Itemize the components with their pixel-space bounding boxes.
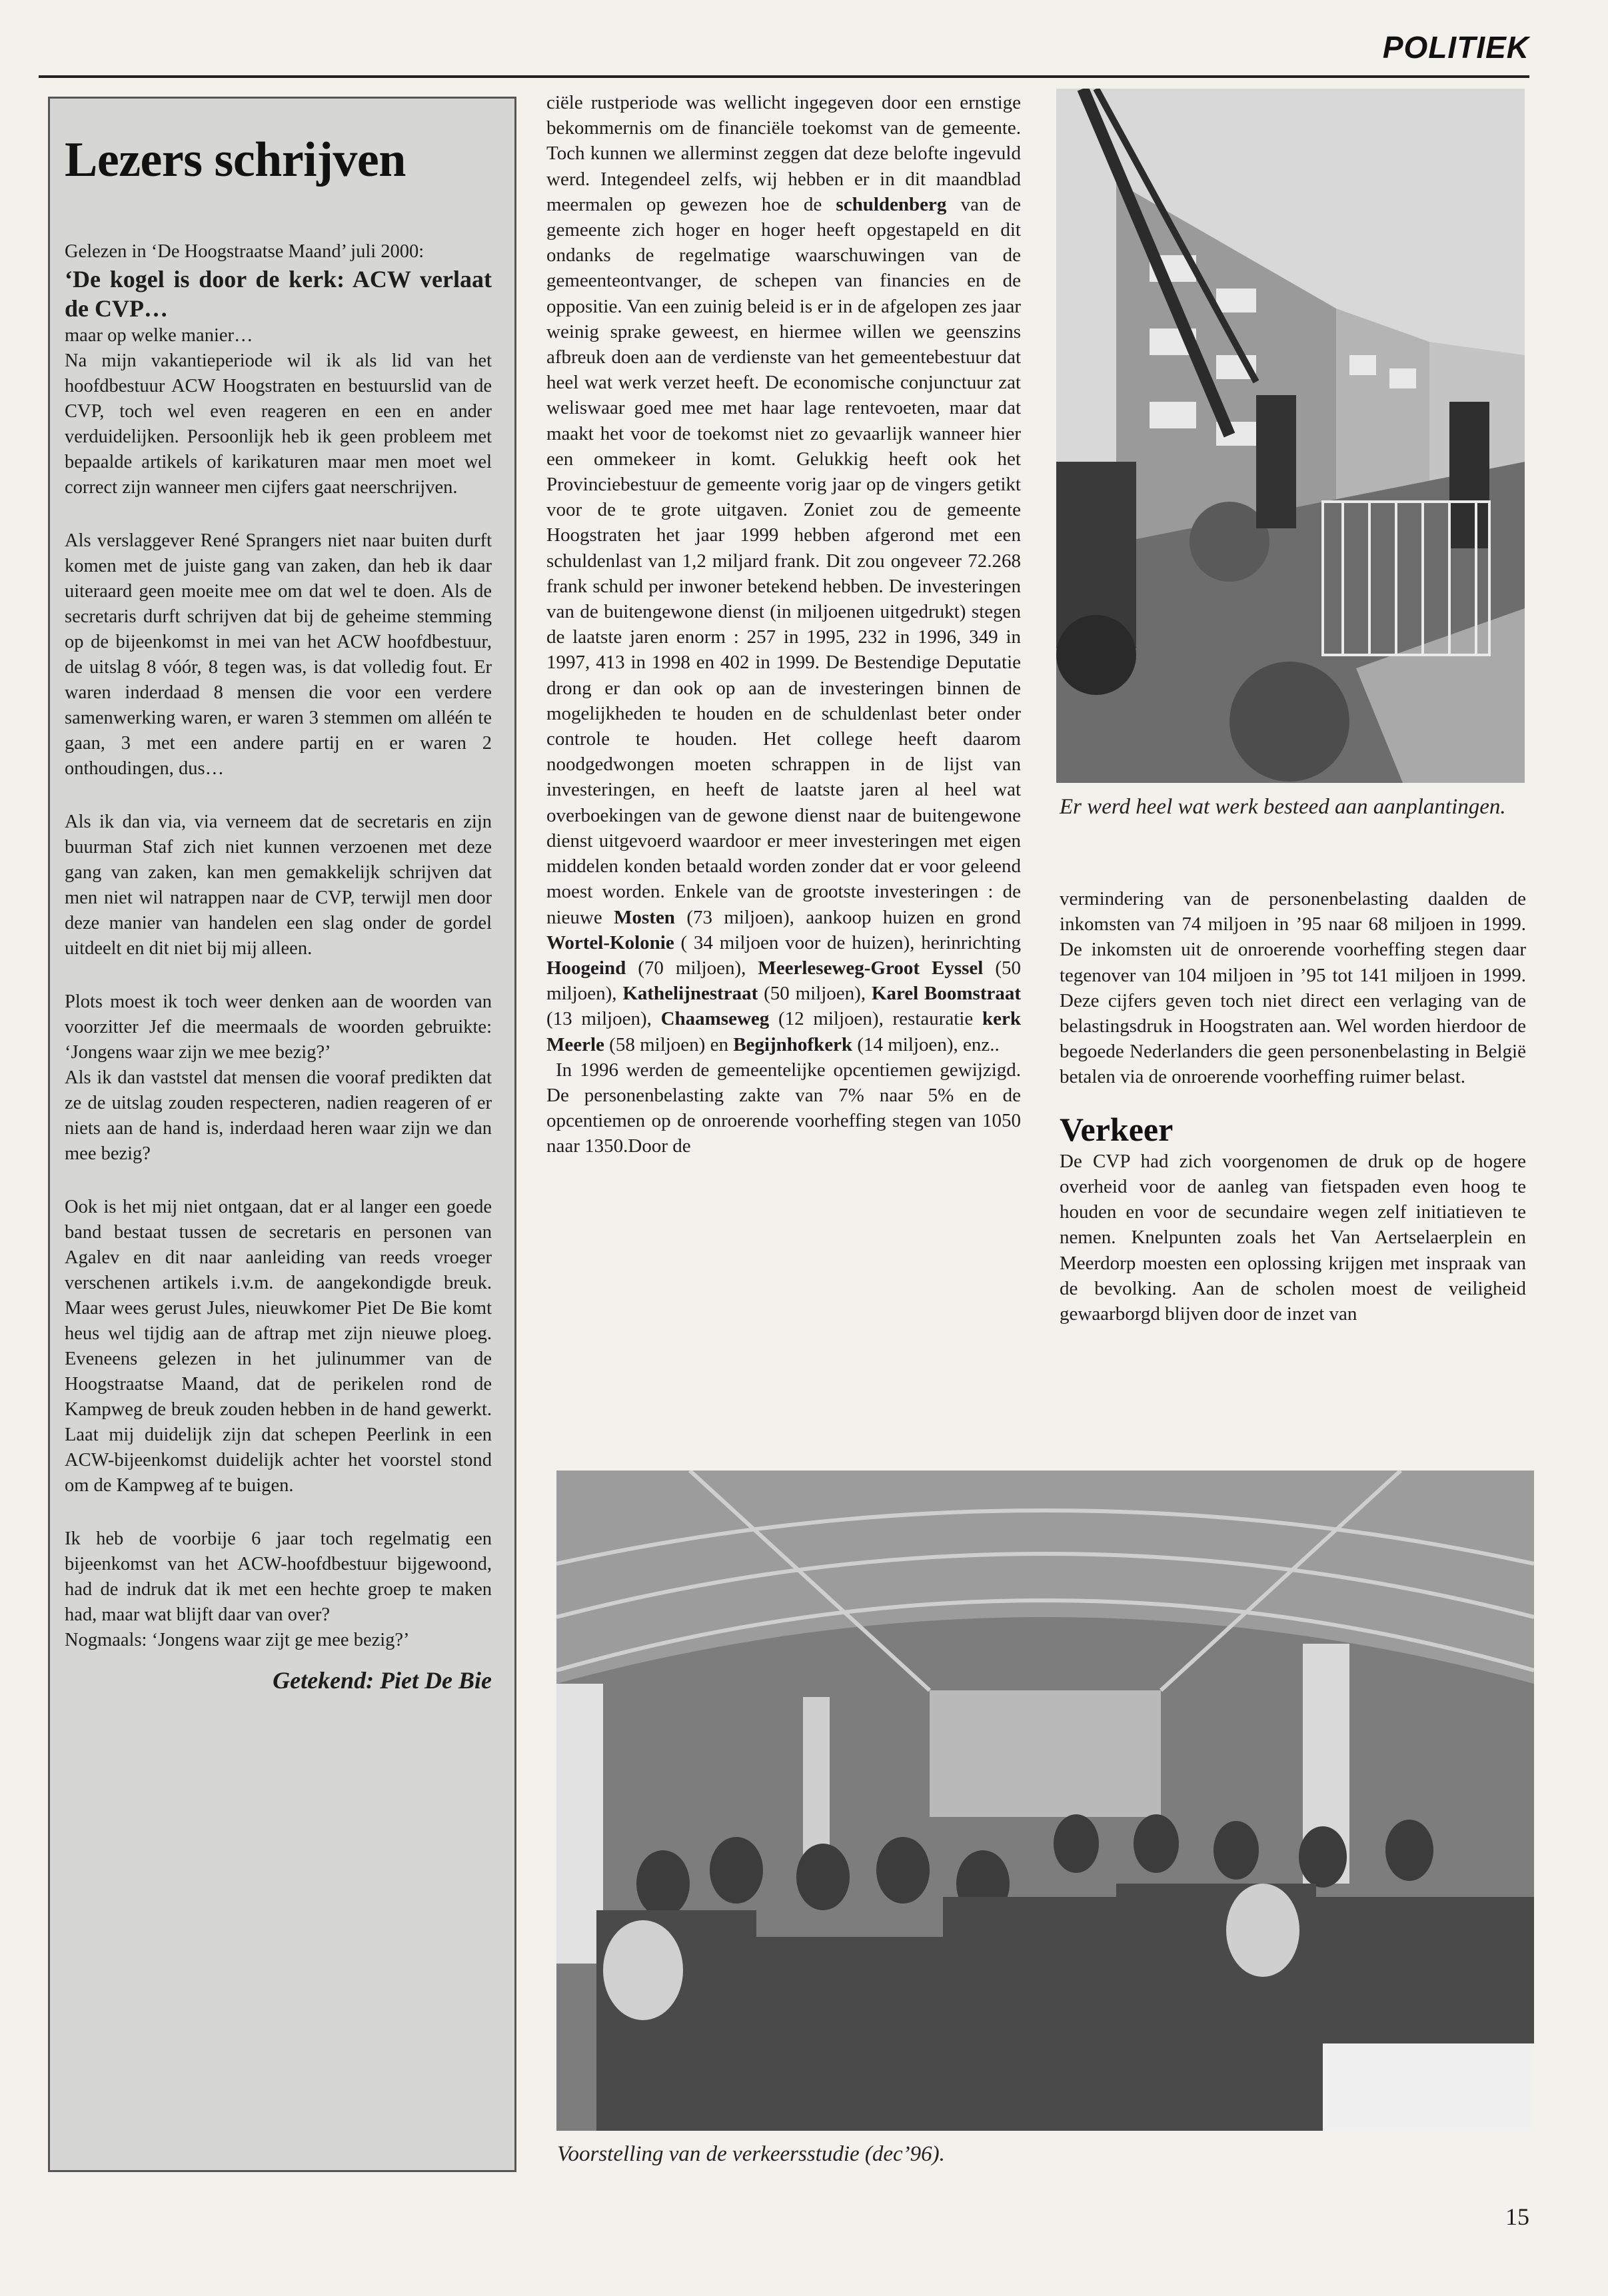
meeting-photo-caption: Voorstelling van de verkeersstudie (dec’96). [557,2142,945,2166]
article-text: (12 miljoen), restauratie [769,1008,982,1030]
planting-photo-caption: Er werd heel wat werk besteed aan aanplantingen. [1060,795,1506,819]
article-text: (13 miljoen), [546,1008,661,1030]
article-paragraph-4: De CVP had zich voorgenomen de druk op de hogere overheid voor de aanleg van fietspaden even hoog te houden en voor de secundaire wegen zelf initiatieven te nemen. Knelpunten zoals het Van Aertselaerplein en Meerdorp moesten een oplossing krijgen met inspraak van de bevolking. Aan de scholen moest de veiligheid gewaarborgd blijven door de inzet van [1060,1150,1526,1325]
article-paragraph-2: In 1996 werden de gemeentelijke opcentiemen gewijzigd. De personenbelasting zakte van 7% naar 5% en de opcentiemen op de onroerende voorheffing stegen van 1050 naar 1350.Door de [546,1059,1021,1157]
article-highlight: Wortel-Kolonie [546,931,674,953]
section-heading-verkeer: Verkeer [1060,1110,1174,1148]
letter-intro [65,239,492,348]
letter-headline: ‘De kogel is door de kerk: ACW verlaat de CVP… [65,266,492,322]
letter-paragraph-4: Plots moest ik toch weer denken aan de woorden van voorzitter Jef die meermaals de woorden gebruikte: ‘Jongens waar zijn we mee bezig?’ [65,991,492,1063]
article-text: (14 miljoen), enz.. [852,1033,1000,1055]
letter-paragraph-5: Als ik dan vaststel dat mensen die vooraf predikten dat ze de uitslag zouden respecteren, nadien reageren of er niets aan de hand is, inderdaad heren waar zijn we dan mee bezig? [65,1067,492,1164]
article-highlight: Kathelijnestraat [622,983,758,1005]
article-highlight: schuldenberg [836,193,947,215]
page-number: 15 [1505,2203,1529,2230]
article-paragraph-1 [546,90,1021,1057]
letter-paragraph-8: Nogmaals: ‘Jongens waar zijt ge mee bezig?’ [65,1630,410,1650]
article-text: (50 miljoen), [758,983,872,1005]
article-text: (50 miljoen), [546,957,1021,1005]
meeting-photo [556,1470,1534,2131]
header-rule [39,75,1529,78]
letter-paragraph-3: Als ik dan via, via verneem dat de secretaris en zijn buurman Staf zich niet kunnen verzoenen met deze gang van zaken, kan men gemakkelijk schrijven dat men niet wil natrappen naar de CVP, terwijl men door deze manier van handelen een slag onder de gordel uitdeelt en dit niet bij mij alleen. [65,812,492,959]
article-text: (70 miljoen), [626,957,758,979]
letter-intro-text: Gelezen in ‘De Hoogstraatse Maand’ juli 2000: [65,241,424,262]
article-highlight: Mosten [614,906,675,928]
letter-subline: maar op welke manier… [65,325,253,346]
planting-photo [1056,89,1525,783]
article-text: (73 miljoen), aankoop huizen en grond [674,906,1021,928]
article-highlight: Chaamseweg [660,1008,770,1030]
article-text: (58 miljoen) en [604,1033,734,1055]
letter-paragraph-7: Ik heb de voorbije 6 jaar toch regelmatig een bijeenkomst van het ACW-hoofdbestuur bijgewoond, had de indruk dat ik met een hechte groep te maken had, maar wat blijft daar van over? [65,1528,492,1625]
letter-paragraph-1: Na mijn vakantieperiode wil ik als lid van het hoofdbestuur ACW Hoogstraten en bestuurslid van de CVP, toch wel even reageren en een en ander verduidelijken. Persoonlijk heb ik geen probleem met bepaalde artikels of karikaturen maar men moet wel correct zijn wanneer men cijfers gaat neerschrijven. [65,350,492,498]
article-highlight: Hoogeind [546,957,626,979]
meeting-photo-image [556,1470,1534,2131]
letters-title: Lezers schrijven [65,133,406,187]
article-text: van de gemeente zich hoger en hoger heeft opgestapeld en dit ondanks de regelmatige waarschuwingen van de gemeenteontvanger, de schepen van financies en de oppositie. Van een zuinig beleid is er in de afgelopen zes jaar weinig sprake geweest, en hiermee willen we geenszins afbreuk doen aan de verdienste van het gemeentebestuur dat heel wat werk verzet heeft. De economische conjunctuur zat weliswaar goed mee met haar lage rentevoeten, maar dat maakt het voor de toekomst niet zo gevaarlijk wanneer hier een ommekeer in komt. Gelukkig heeft ook het Provinciebestuur de gemeente vorig jaar op de vingers getikt voor de te grote uitgaven. Zoniet zou de gemeente Hoogstraten het jaar 1999 hebben afgerond met een schuldenlast van 1,2 miljard frank. Dit zou ongeveer 72.268 frank schuld per inwoner betekend hebben. De investeringen van de buitengewone dienst (in miljoenen uitgedrukt) stegen de laatste jaren enorm : 257 in 1995, 232 in 1996, 349 in 1997, 413 in 1998 en 402 in 1999. De Bestendige Deputatie drong er dan ook op aan de investeringen binnen de mogelijkheden te houden en de schuldenlast beter onder controle te houden. Het college heeft daarom noodgedwongen moeten schrappen in de lijst van investeringen, en heeft de laatste jaren al heel wat overboekingen van de gewone dienst naar de buitengewone dienst uitgevoerd waardoor er meer investeringen met eigen middelen konden betaald worden zonder dat er voor geleend moest worden. Enkele van de grootste investeringen : de nieuwe [546,193,1021,928]
planting-photo-image [1056,89,1525,783]
letter-paragraph-6: Ook is het mij niet ontgaan, dat er al langer een goede band bestaat tussen de secretaris en personen van Agalev en dit naar aanleiding van reeds vroeger verschenen artikels i.v.m. de aangekondigde breuk. Maar wees gerust Jules, nieuwkomer Piet De Bie komt heus wel tijdig aan de aftrap met zijn nieuwe ploeg. Eveneens gelezen in het julinummer van de Hoogstraatse Maand, dat de perikelen rond de Kampweg de breuk zouden hebben in de hand gewerkt. Laat mij duidelijk zijn dat schepen Peerlink in een ACW-bijeenkomst duidelijk achter het voorstel stond om de Kampweg af te buigen. [65,1197,492,1496]
article-right-column [1060,886,1526,1327]
article-middle-column [546,90,1021,1159]
article-text: ( 34 miljoen voor de huizen), herinrichting [674,931,1021,953]
article-paragraph-3: vermindering van de personenbelasting daalden de inkomsten van 74 miljoen in ’95 naar 68 miljoen in 1999. De inkomsten uit de onroerende voorheffing stegen daar tegenover van 104 miljoen in ’95 tot 141 miljoen in 1999. Deze cijfers geven toch niet direct een verlaging van de belastingsdruk in Hoogstraten aan. Wel worden hierdoor de begoede Nederlanders die geen personenbelasting in België betalen via de onroerende voorheffing ruimer belast. [1060,888,1526,1088]
article-highlight: kerk Meerle [546,1008,1021,1055]
section-label: POLITIEK [1382,30,1529,65]
letter-paragraph-2: Als verslaggever René Sprangers niet naar buiten durft komen met de juiste gang van zaken, dan heb ik daar uiteraard geen moeite mee om dat wel te doen. Als de secretaris durft schrijven dat bij de geheime stemming op de bijeenkomst in mei van het ACW hoofdbestuur, de uitslag 8 vóór, 8 tegen was, is dat volledig fout. Er waren inderdaad 8 mensen die voor een verdere samenwerking waren, er waren 3 stemmen om alléén te gaan, 3 met een andere partij en er waren 2 onthoudingen, dus… [65,530,492,779]
article-highlight: Begijnhofkerk [733,1033,853,1055]
article-text: ciële rustperiode was wellicht ingegeven door een ernstige bekommernis om de financiële toekomst van de gemeente. Toch kunnen we allerminst zeggen dat deze belofte ingevuld werd. Integendeel zelfs, wij hebben er in dit maandblad meermalen op gewezen hoe de [546,92,1021,215]
article-highlight: Meerleseweg-Groot Eyssel [758,957,984,979]
letter-signature: Getekend: Piet De Bie [273,1667,492,1694]
letters-sidebar [48,97,516,2172]
article-highlight: Karel Boomstraat [871,983,1022,1005]
